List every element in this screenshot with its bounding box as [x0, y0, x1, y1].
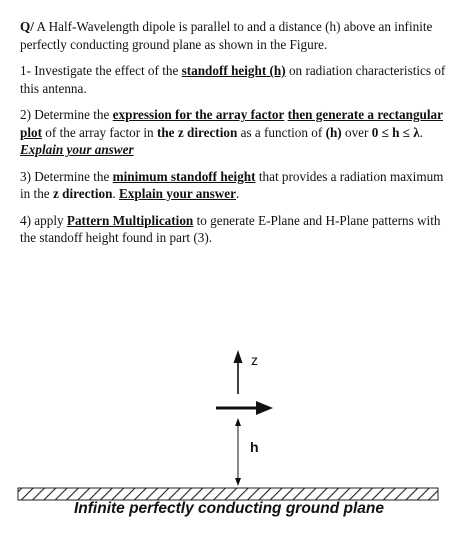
part-3 — [20, 168, 448, 203]
part-3-text-end: . — [236, 186, 240, 201]
part-2-text-5: over — [341, 124, 372, 140]
part-2-text: 2) Determine the — [20, 107, 113, 122]
part-3-text-2: that provides a radiation maximum in the — [20, 168, 444, 201]
ground-plane — [18, 488, 438, 500]
part-1-text: 1- Investigate the effect of the — [20, 63, 182, 78]
height-arrow-top — [235, 418, 241, 426]
part-2-emphasis-1: expression for the array factor — [112, 107, 285, 122]
part-3-text-3: . — [112, 186, 120, 201]
part-2-emphasis-4: (h) — [325, 124, 342, 140]
part-1 — [20, 62, 448, 97]
question-intro-text: A Half-Wavelength dipole is parallel to and a distance (h) above an infinite perfectly conducting ground plane as shown in the Figure. — [20, 19, 433, 52]
dipole-arrowhead — [256, 401, 273, 415]
problem-text — [20, 18, 448, 256]
part-2-emphasis-3: the z direction — [156, 124, 238, 140]
question-intro — [20, 18, 448, 53]
part-2 — [20, 106, 448, 159]
part-2-text-6: . — [419, 124, 424, 140]
part-3-text: 3) Determine the — [20, 168, 113, 184]
part-4-emphasis: Pattern Multiplication — [66, 212, 194, 228]
part-1-emphasis: standoff height (h) — [181, 63, 286, 78]
part-4 — [20, 212, 448, 247]
part-3-emphasis-2: z direction — [52, 186, 113, 201]
part-2-emphasis-5: 0 ≤ h ≤ λ — [371, 124, 420, 140]
part-2-emphasis-2: then generate a rectangular plot — [20, 107, 443, 140]
part-2-text-3: of the array factor in — [41, 124, 157, 140]
height-arrow-bottom — [235, 478, 241, 486]
z-axis-arrowhead — [234, 350, 243, 363]
ground-plane-caption: Infinite perfectly conducting ground plane — [73, 500, 384, 517]
z-axis-label: z — [251, 352, 258, 368]
part-3-emphasis-1: minimum standoff height — [112, 168, 256, 184]
part-2-emphasis-6: Explain your answer — [20, 142, 134, 157]
part-4-text-end: to generate E-Plane and H-Plane patterns with the standoff height found in part (3). — [20, 212, 441, 245]
part-1-text-end: on radiation characteristics of this antenna. — [20, 63, 446, 96]
part-2-text-4: as a function of — [237, 124, 326, 140]
part-3-emphasis-3: Explain your answer — [119, 186, 237, 201]
question-label: Q/ — [20, 19, 34, 34]
part-4-text: 4) apply — [20, 212, 67, 228]
height-label: h — [250, 439, 259, 455]
